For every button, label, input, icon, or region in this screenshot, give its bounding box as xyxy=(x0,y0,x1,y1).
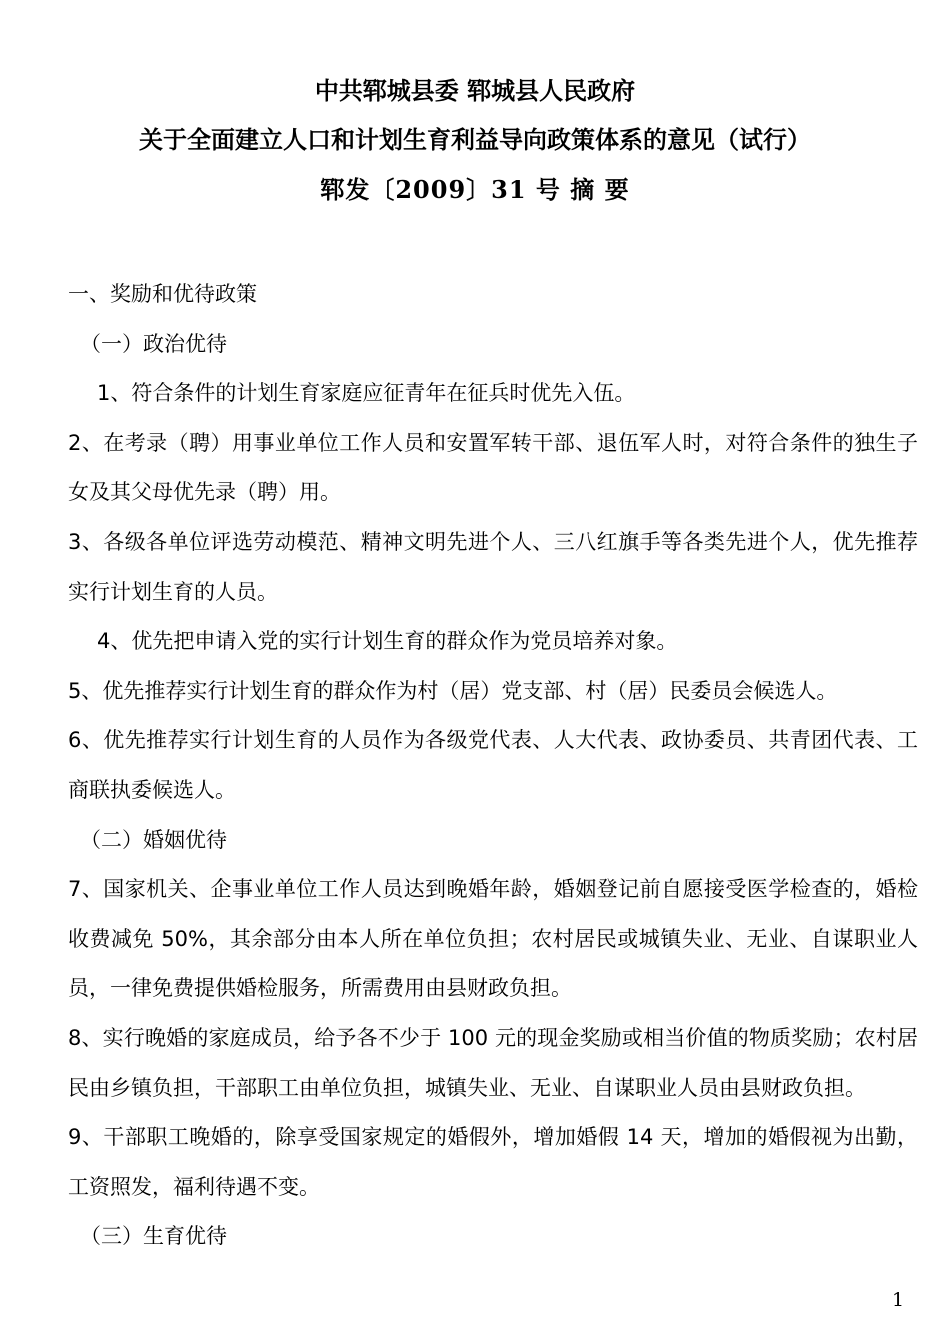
paragraph: 2、在考录（聘）用事业单位工作人员和安置军转干部、退伍军人时，对符合条件的独生子女及其父母优先录（聘）用。 xyxy=(68,430,918,505)
document-number-line: 郓发〔2009〕31 号 摘 要 xyxy=(320,175,630,204)
subsection-heading: （二）婚姻优待 xyxy=(80,827,227,852)
document-title-line-2: 关于全面建立人口和计划生育利益导向政策体系的意见（试行） xyxy=(139,125,811,154)
subsection-heading: （一）政治优待 xyxy=(80,331,227,356)
subsection-heading: （三）生育优待 xyxy=(80,1224,227,1249)
paragraph: 6、优先推荐实行计划生育的人员作为各级党代表、人大代表、政协委员、共青团代表、工商联执委候选人。 xyxy=(68,728,918,802)
paragraph: 1、符合条件的计划生育家庭应征青年在征兵时优先入伍。 xyxy=(97,381,636,406)
paragraph: 9、干部职工晚婚的，除享受国家规定的婚假外，增加婚假 14 天，增加的婚假视为出勤，工资照发，福利待遇不变。 xyxy=(68,1125,918,1199)
paragraph: 4、优先把申请入党的实行计划生育的群众作为党员培养对象。 xyxy=(97,629,678,654)
paragraph: 3、各级各单位评选劳动模范、精神文明先进个人、三八红旗手等各类先进个人，优先推荐实行计划生育的人员。 xyxy=(68,529,918,604)
document-body xyxy=(68,270,918,1262)
paragraph: 8、实行晚婚的家庭成员，给予各不少于 100 元的现金奖励或相当价值的物质奖励；农村居民由乡镇负担，干部职工由单位负担，城镇失业、无业、自谋职业人员由县财政负担。 xyxy=(68,1025,918,1100)
paragraph: 5、优先推荐实行计划生育的群众作为村（居）党支部、村（居）民委员会候选人。 xyxy=(68,678,838,703)
paragraph: 7、国家机关、企事业单位工作人员达到晚婚年龄，婚姻登记前自愿接受医学检查的，婚检收费减免 50%，其余部分由本人所在单位负担；农村居民或城镇失业、无业、自谋职业人员，一律免费提供婚检服务，所需费用由县财政负担。 xyxy=(68,877,918,1001)
page-number: 1 xyxy=(892,1289,905,1311)
section-heading: 一、奖励和优待政策 xyxy=(68,282,257,306)
document-title-line-1: 中共郓城县委 郓城县人民政府 xyxy=(314,76,636,105)
